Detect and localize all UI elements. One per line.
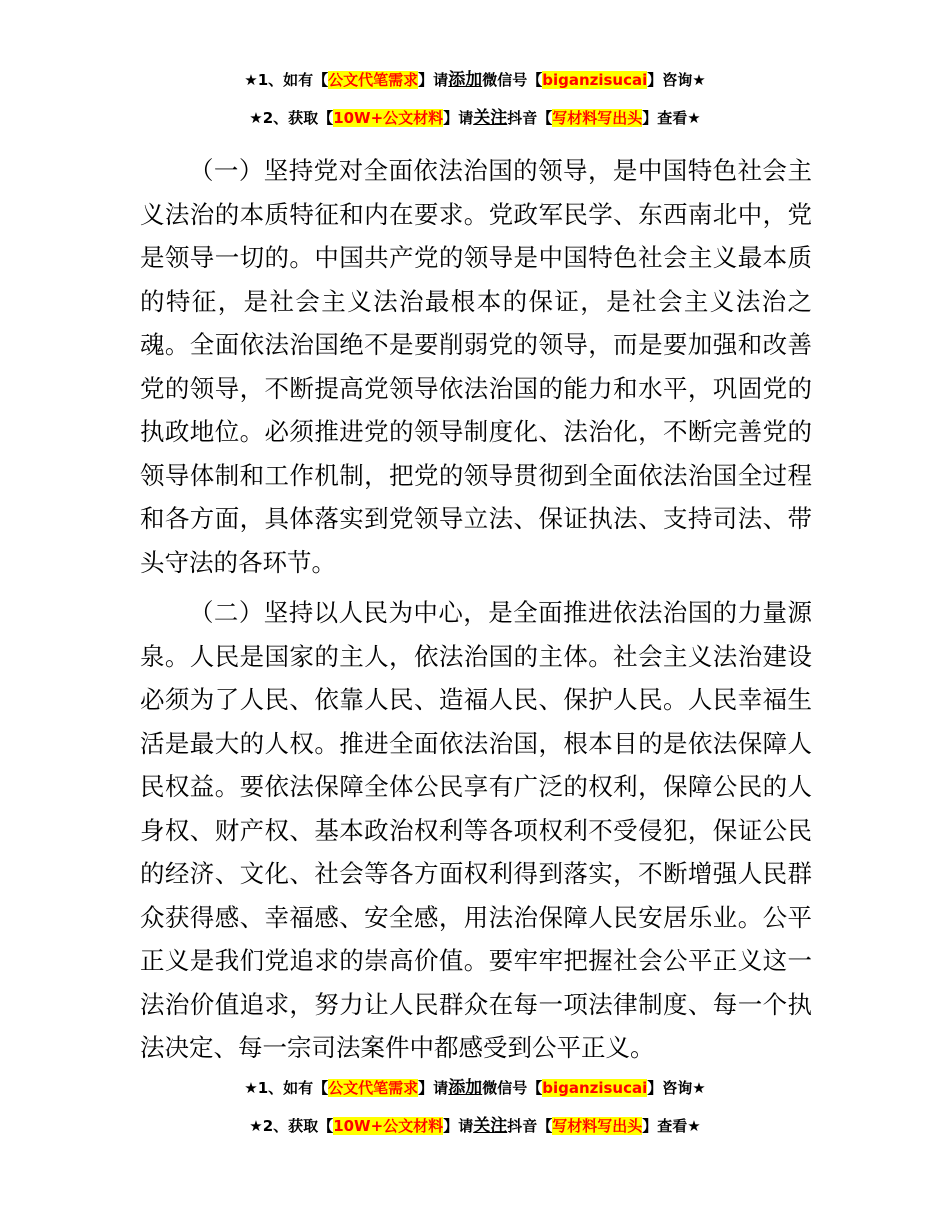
banner-text: 】请 (443, 109, 474, 127)
service-highlight: 公文代笔需求 (328, 1079, 419, 1097)
wechat-id-highlight: biganzisucai (542, 1079, 648, 1097)
banner-text: ★2、获取【 (249, 109, 334, 127)
banner-text: 】查看★ (642, 1117, 701, 1135)
banner-text: 】请 (443, 1117, 474, 1135)
emphasis-follow: 关注 (473, 1116, 508, 1136)
paragraph-2: （二）坚持以人民为中心，是全面推进依法治国的力量源泉。人民是国家的主人，依法治国的主体。社会主义法治建设必须为了人民、依靠人民、造福人民、保护人民。人民幸福生活是最大的人权。推进全面依法治国，根本目的是依法保障人民权益。要依法保障全体公民享有广泛的权利，保障公民的人身权、财产权、基本政治权利等各项权利不受侵犯，保证公民的经济、文化、社会等各方面权利得到落实，不断增强人民群众获得感、幸福感、安全感，用法治保障人民安居乐业。公平正义是我们党追求的崇高价值。要牢牢把握社会公平正义这一法治价值追求，努力让人民群众在每一项法律制度、每一个执法决定、每一宗司法案件中都感受到公平正义。 (140, 598, 812, 1062)
banner-text: 微信号【 (482, 71, 543, 89)
banner-text: 】请 (418, 1079, 449, 1097)
wechat-id-highlight: biganzisucai (542, 71, 648, 89)
emphasis-follow: 关注 (473, 108, 508, 128)
banner-text: 】咨询★ (647, 1079, 706, 1097)
banner-text: 抖音【 (507, 1117, 553, 1135)
footer-banner-line-1 (0, 1078, 950, 1098)
banner-text: ★2、获取【 (249, 1117, 334, 1135)
header-banner-line-1 (0, 70, 950, 90)
douyin-id-highlight: 写材料写出头 (552, 1117, 643, 1135)
service-highlight: 公文代笔需求 (328, 71, 419, 89)
emphasis-add: 添加 (448, 70, 483, 90)
banner-text: ★1、如有【 (244, 1079, 329, 1097)
paragraph-1: （一）坚持党对全面依法治国的领导，是中国特色社会主义法治的本质特征和内在要求。党政军民学、东西南北中，党是领导一切的。中国共产党的领导是中国特色社会主义最本质的特征，是社会主义法治最根本的保证，是社会主义法治之魂。全面依法治国绝不是要削弱党的领导，而是要加强和改善党的领导，不断提高党领导依法治国的能力和水平，巩固党的执政地位。必须推进党的领导制度化、法治化，不断完善党的领导体制和工作机制，把党的领导贯彻到全面依法治国全过程和各方面，具体落实到党领导立法、保证执法、支持司法、带头守法的各环节。 (140, 156, 812, 577)
banner-text: 微信号【 (482, 1079, 543, 1097)
banner-text: 】请 (418, 71, 449, 89)
materials-highlight: 10W+公文材料 (333, 1117, 444, 1135)
banner-text: 】咨询★ (647, 71, 706, 89)
footer-banner-line-2 (0, 1116, 950, 1136)
emphasis-add: 添加 (448, 1078, 483, 1098)
douyin-id-highlight: 写材料写出头 (552, 109, 643, 127)
materials-highlight: 10W+公文材料 (333, 109, 444, 127)
banner-text: 】查看★ (642, 109, 701, 127)
banner-text: 抖音【 (507, 109, 553, 127)
header-banner-line-2 (0, 108, 950, 128)
banner-text: ★1、如有【 (244, 71, 329, 89)
